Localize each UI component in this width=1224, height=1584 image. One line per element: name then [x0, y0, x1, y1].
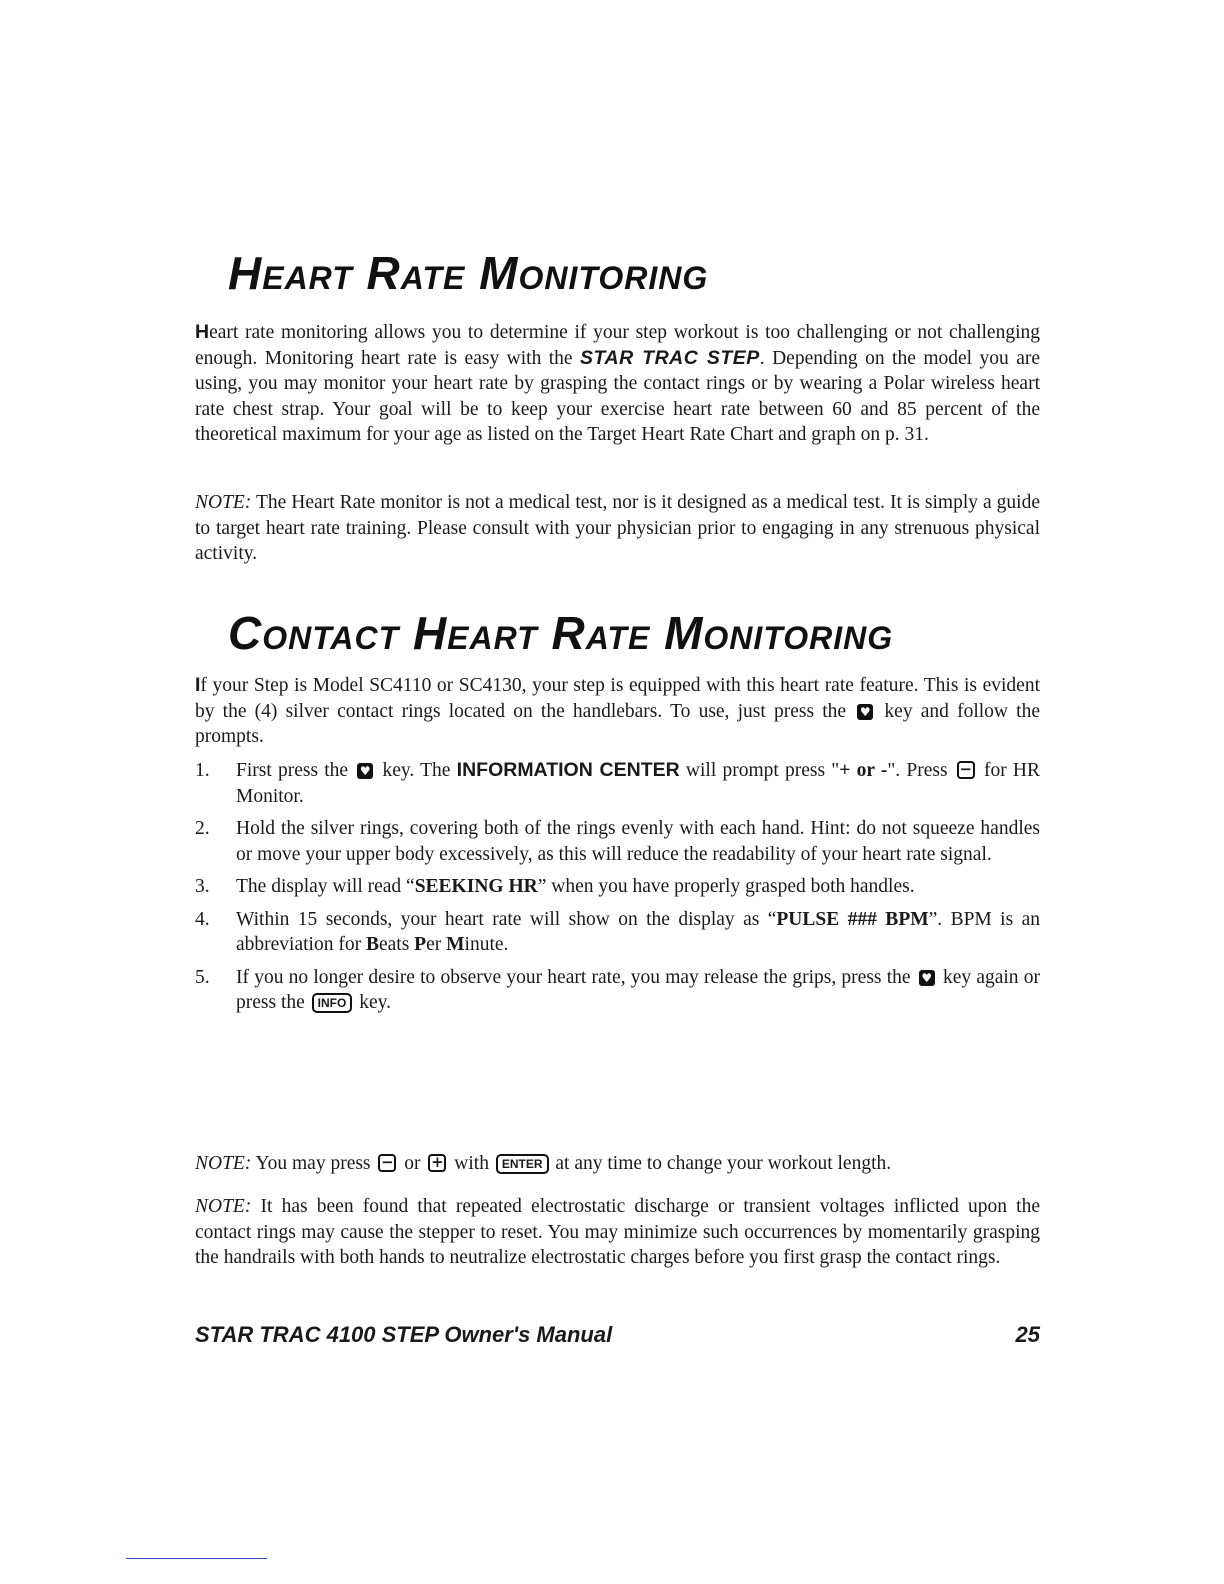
brand-name: STAR TRAC STEP	[580, 346, 760, 369]
list-item: 2. Hold the silver rings, covering both of the rings evenly with each hand. Hint: do not squeeze handles or move your upper body excessively, as this will reduce the readability of your heart rate signal.	[195, 818, 1040, 865]
list-item: 1. First press the ♥ key. The INFORMATION CENTER will prompt press "+ or -". Press − for HR Monitor.	[195, 759, 1040, 807]
page-number: 25	[1015, 1322, 1040, 1347]
drop-letter: I	[195, 674, 201, 696]
info-key-icon: INFO	[312, 993, 353, 1013]
plus-key-icon: +	[428, 1154, 446, 1172]
list-item: 5. If you no longer desire to observe your heart rate, you may release the grips, press the ♥ key again or press the INFO key.	[195, 966, 1040, 1013]
enter-key-icon: ENTER	[496, 1154, 549, 1174]
information-center-label: INFORMATION CENTER	[456, 759, 680, 781]
heart-key-icon: ♥	[919, 970, 935, 986]
workout-length-note: NOTE: You may press − or + with ENTER at any time to change your workout length.	[195, 1153, 892, 1174]
contact-heart-rate-heading: Contact Heart Rate Monitoring	[228, 607, 894, 659]
bottom-rule	[126, 1558, 267, 1559]
minus-key-icon: −	[378, 1154, 396, 1172]
list-item: 3. The display will read “SEEKING HR” when you have properly grasped both handles.	[195, 876, 915, 897]
drop-letter: H	[195, 321, 210, 343]
heart-key-icon: ♥	[857, 704, 873, 720]
medical-note-paragraph: NOTE: The Heart Rate monitor is not a medical test, nor is it designed as a medical test. It is simply a guide to target heart rate training. Please consult with your physician prior to engaging in any strenuous physical activity.	[195, 492, 1040, 564]
manual-title: STAR TRAC 4100 STEP Owner's Manual	[195, 1322, 613, 1347]
contact-intro-paragraph: If your Step is Model SC4110 or SC4130, your step is equipped with this heart rate feature. This is evident by the (4) silver contact rings located on the handlebars. To use, just press the ♥ key and follow the prompts.	[195, 674, 1040, 747]
heart-rate-monitoring-heading: Heart Rate Monitoring	[228, 247, 709, 299]
heart-key-icon: ♥	[357, 763, 373, 779]
electrostatic-note: NOTE: It has been found that repeated electrostatic discharge or transient voltages inflicted upon the contact rings may cause the stepper to reset. You may minimize such occurrences by momentarily grasping the handrails with both hands to neutralize electrostatic charges before you first grasp the contact rings.	[195, 1196, 1040, 1268]
steps-list	[195, 758, 1040, 1023]
heart-rate-intro-paragraph: Heart rate monitoring allows you to determine if your step workout is too challenging or not challenging enough. Monitoring heart rate is easy with the STAR TRAC STEP. Depending on the model you are using, you may monitor your heart rate by grasping the contact rings or by wearing a Polar wireless heart rate chest strap. Your goal will be to keep your exercise heart rate between 60 and 85 percent of the theoretical maximum for your age as listed on the Target Heart Rate Chart and graph on p. 31.	[195, 321, 1041, 445]
note-label: NOTE:	[195, 492, 252, 513]
list-item: 4. Within 15 seconds, your heart rate will show on the display as “PULSE ### BPM”. BPM is an abbreviation for Beats Per Minute.	[195, 908, 1040, 955]
minus-key-icon: −	[957, 761, 975, 779]
page-footer	[195, 1322, 1040, 1352]
